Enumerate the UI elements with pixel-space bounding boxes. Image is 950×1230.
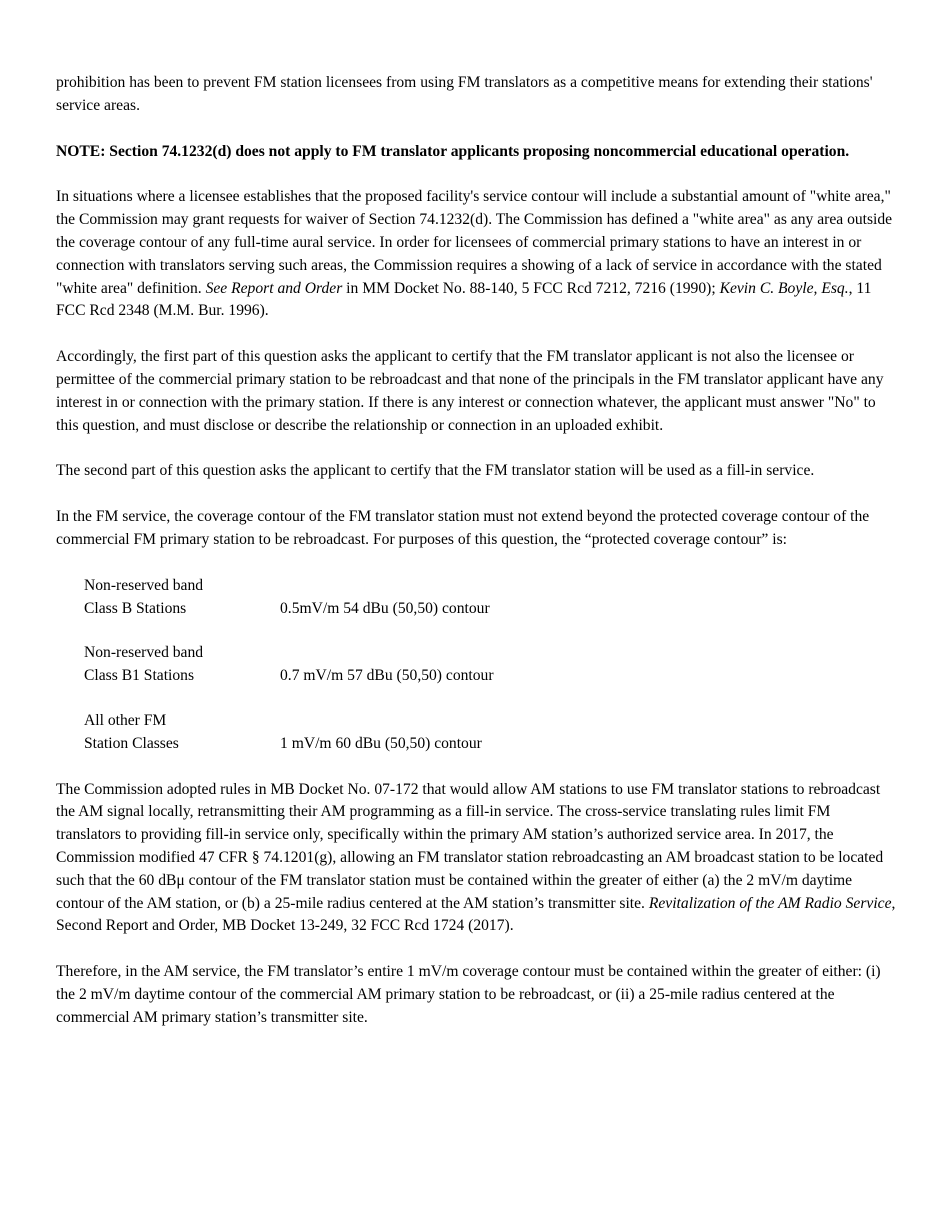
revitalization-citation: Revitalization of the AM Radio Service [648,894,892,912]
kevin-boyle-citation: Kevin C. Boyle, Esq. [719,279,849,297]
white-area-text-1: In situations where a licensee establishes that the proposed facility's service contour will include a substantial amount of "white area," the Commission may grant requests for waiver of Section 74.1232(d). The Commission has defined a "white area" as any area outside the coverage contour of any full-time aural service. In order for licensees of commercial primary stations to have an interest in or connection with translators serving such areas, the Commission requires a showing of a lack of service in accordance with the stated "white area" definition. [56,188,893,297]
first-part-paragraph: Accordingly, the first part of this question asks the applicant to certify that the FM translator applicant is not also the licensee or permittee of the commercial primary station to be rebroadcast and that none of the principals in the FM translator applicant have any interest in or connection with the primary station. If there is any interest or connection whatever, the applicant must answer "No" to this question, and must disclose or describe the relationship or connection in an uploaded exhibit. [56,348,884,434]
contour-row-class-b1 [84,642,898,688]
white-area-text-3: , 11 FCC Rcd 2348 (M.M. Bur. 1996). [56,279,872,320]
contour-row-other-classes [84,710,898,756]
contour-label: Non-reserved band Class B1 Stations [84,644,204,685]
second-part-paragraph: The second part of this question asks the applicant to certify that the FM translator station will be used as a fill-in service. [56,462,815,480]
am-rules-text-2: , Second Report and Order, MB Docket 13-249, 32 FCC Rcd 1724 (2017). [56,894,896,935]
intro-paragraph: prohibition has been to prevent FM station licensees from using FM translators as a competitive means for extending their stations' service areas. [56,74,873,114]
fm-service-paragraph: In the FM service, the coverage contour of the FM translator station must not extend beyond the protected coverage contour of the commercial FM primary station to be rebroadcast. For purposes of this question, the “protected coverage contour” is: [56,508,870,548]
report-and-order-citation: See Report and Order [205,279,343,297]
contour-row-class-b [84,575,898,621]
document-page [56,72,898,1053]
contour-value: 0.5mV/m 54 dBu (50,50) contour [280,599,490,617]
contour-value: 0.7 mV/m 57 dBu (50,50) contour [280,667,494,685]
white-area-text-2: in MM Docket No. 88-140, 5 FCC Rcd 7212, 7216 (1990); [342,279,720,297]
noncommercial-note: NOTE: Section 74.1232(d) does not apply to FM translator applicants proposing noncommercial educational operation. [56,142,850,160]
contour-value: 1 mV/m 60 dBu (50,50) contour [280,734,482,752]
contour-label: All other FM Station Classes [84,711,179,752]
am-rules-paragraph [56,779,898,939]
contour-label: Non-reserved band Class B Stations [84,576,204,617]
protected-contour-list [84,575,898,756]
white-area-paragraph [56,186,898,323]
am-service-paragraph: Therefore, in the AM service, the FM translator’s entire 1 mV/m coverage contour must be contained within the greater of either: (i) the 2 mV/m daytime contour of the commercial AM primary station to be rebroadcast, or (ii) a 25-mile radius centered at the commercial AM primary station’s transmitter site. [56,963,881,1026]
am-rules-text-1: The Commission adopted rules in MB Docket No. 07-172 that would allow AM stations to use FM translator stations to rebroadcast the AM signal locally, retransmitting their AM programming as a fill-in service. The cross-service translating rules limit FM translators to providing fill-in service only, specifically within the primary AM station’s authorized service area. In 2017, the Commission modified 47 CFR § 74.1201(g), allowing an FM translator station rebroadcasting an AM broadcast station to be located such that the 60 dBμ contour of the FM translator station must be contained within the greater of either (a) the 2 mV/m daytime contour of the AM station, or (b) a 25-mile radius centered at the AM station’s transmitter site. [56,780,884,912]
